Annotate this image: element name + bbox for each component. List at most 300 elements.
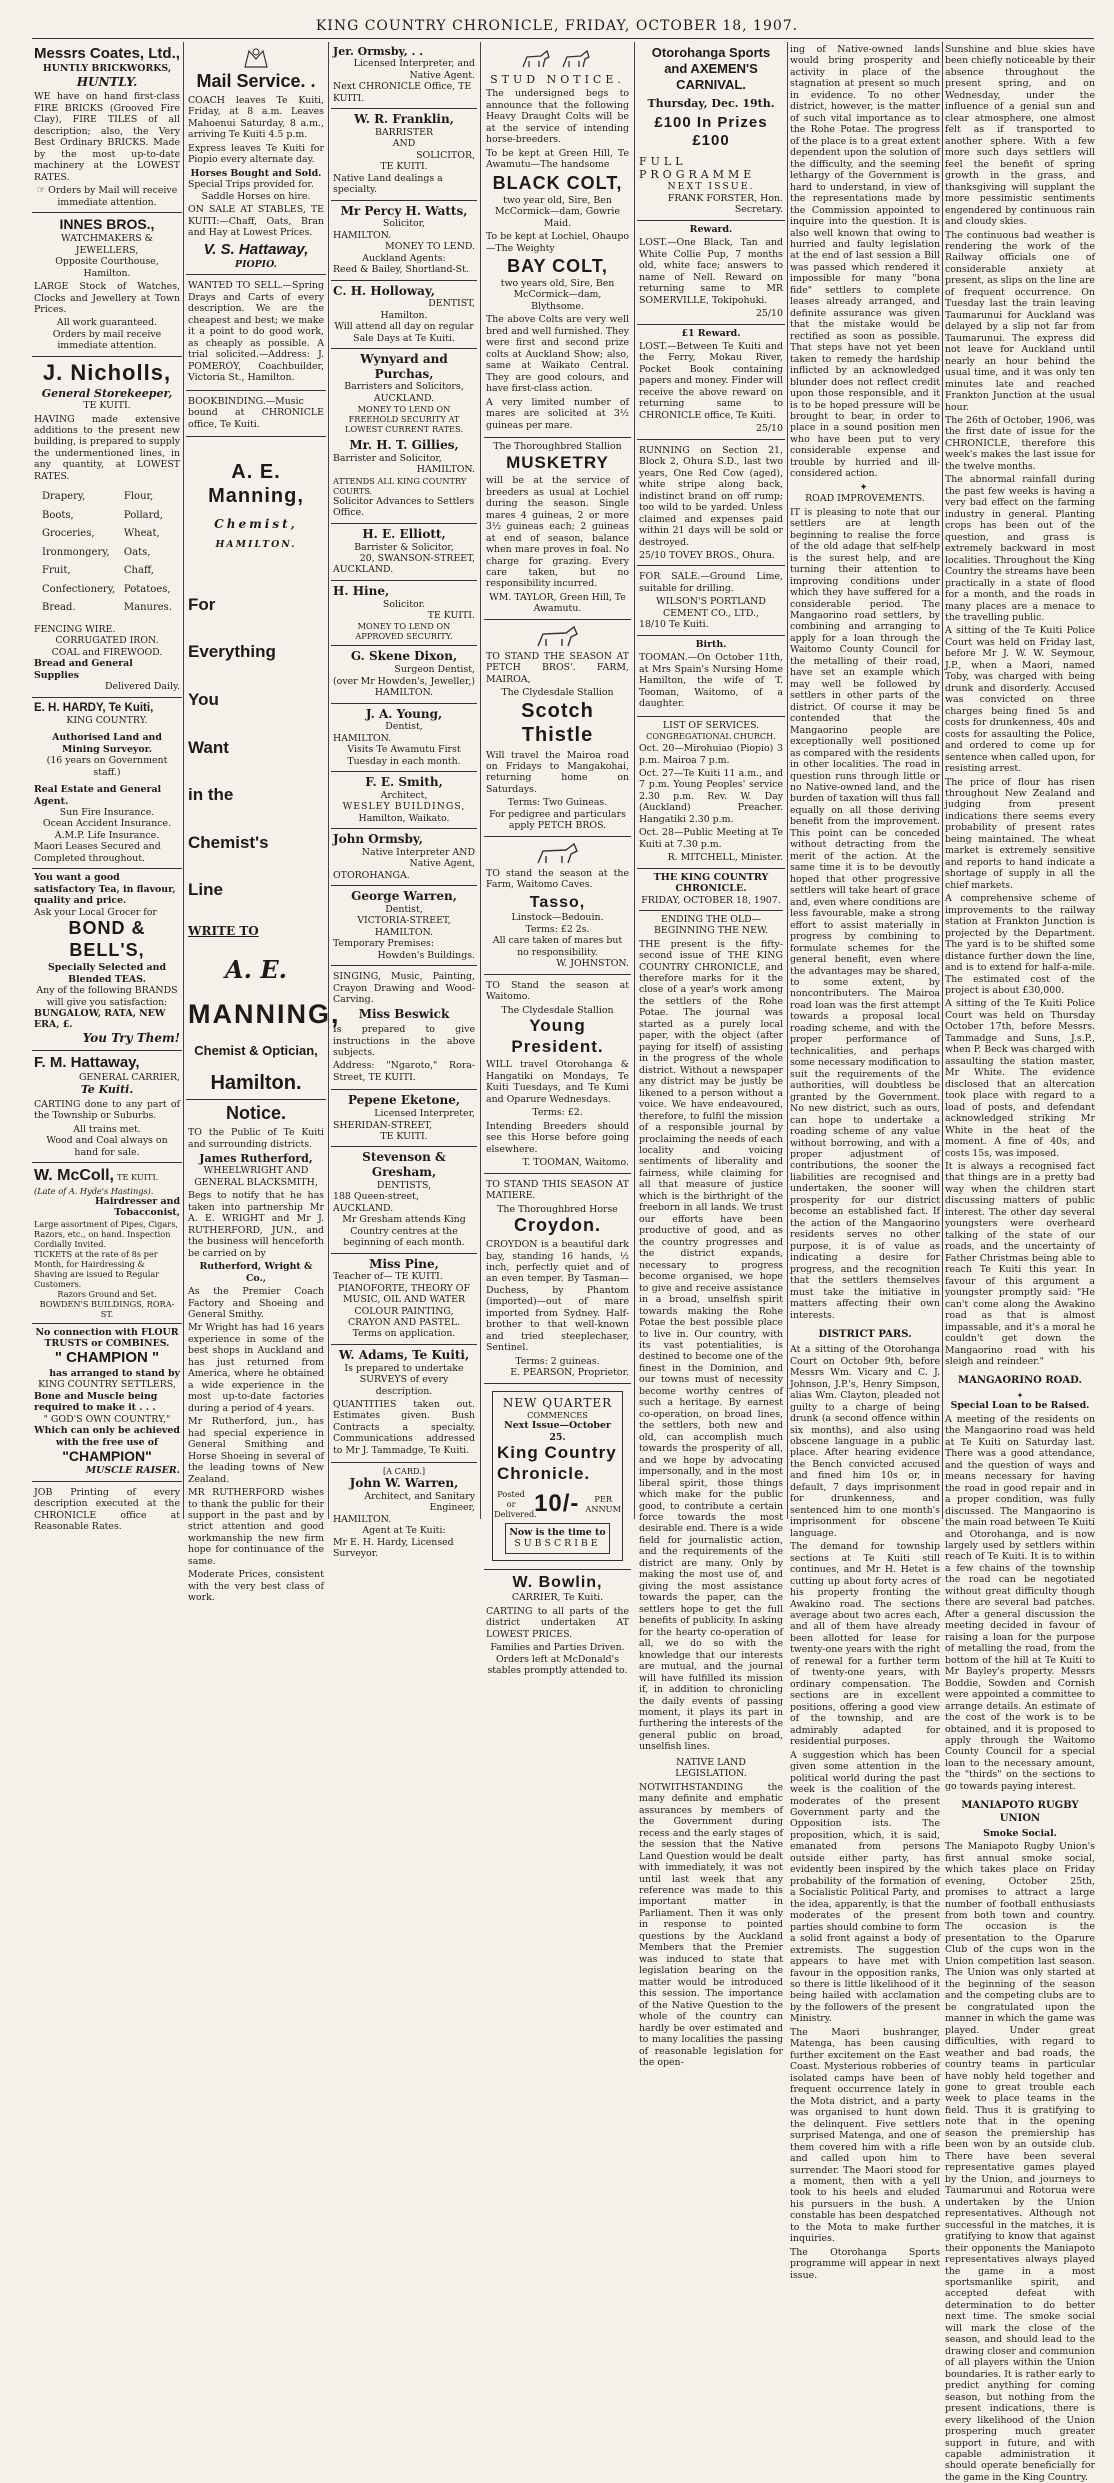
ad-note: Temporary Premises: xyxy=(333,938,434,950)
ad-body: LARGE Stock of Watches, Clocks and Jewellery at Town Prices. xyxy=(34,281,180,315)
ad-lead: Ask your Local Grocer for xyxy=(34,906,157,918)
ad-tasso xyxy=(484,837,631,975)
ad-brands: BUNGALOW, RATA, NEW ERA, £. xyxy=(34,1007,166,1031)
ad-place: Hamilton, Waikato. xyxy=(358,812,450,824)
ad-subtitle: WATCHMAKERS & JEWELLERS, xyxy=(60,233,154,256)
ad-title: C. H. Holloway, xyxy=(333,283,435,298)
ad-otorohanga-sports xyxy=(637,42,785,221)
ad-title: A. E. Manning, xyxy=(208,460,304,508)
ad-watts xyxy=(331,201,477,281)
ad-title: W. Adams, Te Kuiti, xyxy=(338,1347,470,1362)
ad-wynyard xyxy=(331,349,477,524)
ad-title: Jer. Ormsby, . . xyxy=(333,45,424,58)
ad-title: Notice. xyxy=(225,1103,286,1124)
ad-note: (16 years on Government staff.) xyxy=(46,755,168,778)
box-line: COMMENCES xyxy=(527,1410,588,1421)
ad-title: " CHAMPION " xyxy=(54,1349,160,1367)
coal-line: COAL and FIREWOOD. xyxy=(51,646,163,658)
service-item: Oct. 20—Mirohuiao (Piopio) 3 p.m. Mairoa 7 p.m. xyxy=(639,743,783,766)
ad-title: Croydon. xyxy=(514,1215,601,1236)
chemist-optician: Chemist & Optician, xyxy=(194,1042,318,1058)
ad-manning xyxy=(186,437,341,1100)
ad-title: J. A. Young, xyxy=(365,706,443,721)
ad-title: Reward. xyxy=(689,223,733,235)
article-headline: ENDING THE OLD—BEGINNING THE NEW. xyxy=(654,913,768,937)
column-divider xyxy=(787,42,788,1519)
ad-role: Dentist, xyxy=(385,721,423,733)
column-divider xyxy=(942,42,943,1519)
ad-signature: W. JOHNSTON. xyxy=(556,958,629,970)
ad-mail-service xyxy=(186,42,326,275)
column-6 xyxy=(790,42,940,2281)
goods-item: Potatoes, xyxy=(123,583,171,595)
column-1 xyxy=(32,42,182,1532)
article-body: A suggestion which has been given some attention in the political world during the past week is the coalition of the moderates of the present Government party and the Opposition ists. The proposition, which, it is said, emanated from persons outside either party, has evidently been inspired by the probability of the formation of a Socialistic Political Party, and the idea, apparently, is that the moderates of the present parties should combine to form a solid front against a body of extremists. The suggestion appears to have met with favour in the opposition ranks, so there is little likelihood of it being hailed with acclamation by the followers of the present Ministry. xyxy=(790,1749,940,2025)
ad-place: TE KUITI. xyxy=(116,1172,159,1183)
article-body: The price of flour has risen throughout New Zealand and judging from present indications there seems every probability of present rates being maintained. The wheat market is extremely sensitive and reports to hand indicate a shortage of supply in all the chief markets. xyxy=(945,776,1095,891)
article-body: ing of Native-owned lands would bring prosperity and activity in place of the stagnation at present so much in evidence. To no other district, however, is the matter of such vital importance as to the Rohe Potae. The progress of the place is to a great extent dependent upon the solution of the difficulty, and the seeming lethargy of the Government is hard to understand, in view of the representations made by the Commission appointed to inquire into the question. It is also well known that owing to hurried and faulty legislation at the end of last session a Bill was passed which rendered it impossible for many "bona fide" settlers to complete leases already arranged, and definite assurance was given that the mistake would be rectified as soon as possible. That steps have not yet been taken to remedy the hardship inflicted by an acknowledged blunder does not reflect credit upon those responsible, and it is to be hoped pressure will be brought to bear, in order to place in a sound position men who have been put to very considerable expense and trouble by hurried and ill-considered action. xyxy=(790,44,940,480)
ad-subtitle: Rutherford, Wright & Co., xyxy=(199,1261,313,1284)
goods-item: Fruit, xyxy=(42,565,71,577)
ad-body: Any of the following BRANDS will give you satisfaction: xyxy=(36,985,178,1008)
ad-young-president xyxy=(484,975,631,1174)
ad-role: Barrister & Solicitor, xyxy=(354,541,454,553)
article-body: The demand for township sections at Te Kuiti still continues, and Mr H. Hetet is cutting up about forty acres of his property fronting the Awakino road. The sections average about two acres each, and all of them have already been allotted for lease for twenty-one years with the right of renewal for a further term of twenty-one years, with ordinary compensation. The sections are in excellent positions, offering a good view of the township, and are admirably adapted for residential purposes. xyxy=(790,1541,940,1748)
ad-role: Solicitor, xyxy=(382,218,426,230)
ad-date: Thursday, Dec. 19th. xyxy=(647,96,775,110)
ad-role: WHEELWRIGHT AND GENERAL BLACKSMITH, xyxy=(194,1165,318,1188)
ad-place: KING COUNTRY. xyxy=(66,714,148,726)
article-body: Sunshine and blue skies have been chiefly noticeable by their absence throughout the present spring, and on Wednesday, under the influence of a genial sun and clear atmosphere, one almost felt as if transported to another sphere. With a few more such days settlers will feel the benefit of spring growth in the grass, and thanksgiving will supplant the more pessimistic sentiments engendered by continuous rain and cloudy skies. xyxy=(945,44,1095,228)
ad-title: BAY COLT, xyxy=(507,255,608,276)
notice-birth xyxy=(637,636,785,717)
ad-role: Licensed Interpreter, and Native Agent. xyxy=(353,58,475,81)
ad-line: Bone and Muscle being required to make it . . . xyxy=(34,1390,158,1414)
ad-coates xyxy=(32,42,182,213)
ad-address: Next CHRONICLE Office, TE KUITI. xyxy=(333,81,472,104)
now-box xyxy=(505,1523,610,1554)
slogan-line: Everything xyxy=(188,642,276,662)
ad-line: NEXT ISSUE. xyxy=(667,181,755,193)
ad-warren xyxy=(331,886,477,966)
article-body: The abnormal rainfall during the past few weeks is having a very bad effect on the farming industry in general. Planting crops has been out of the question, and grass is extremely backward in most localities. Throughout the King Country the streams have been practically in a state of flood for a month, and the roads in many places are a menace to the travelling public. xyxy=(945,474,1095,623)
ad-note: Solicitor Advances to Settlers Office. xyxy=(333,495,475,519)
posted-label: Posted or Delivered. xyxy=(494,1488,537,1519)
article-body: IT is pleasing to note that our settlers are at length beginning to realise the force of the old adage that self-help is the surest help, and are turning their attention to improving conditions under which they have suffered for a considerable period. The Mangaorino road settlers, by combining and arranging to apply for a loan through the Waitomo County Council for the metalling of their road, have set an example which may well be followed by settlers in other parts of the district. Of course it may be contended that the Mangaorino people are exceptionally well positioned as compared with the residents in other localities. The road in question runs through little or no Native-owned land, and the burden of taxation will thus fall equally on all those deriving benefit from the improvement. This point can be conceded without detracting from the merit of the action. At the same time it is to be devoutly hoped that other progressive settlers will take heart of grace and, even where conditions are less favourable, make a strong effort to assist materially in progress by combining to formulate schemes for the general benefit, even where the advantages may be shared, to some extent, by noncontributers. The Mairoa road loan was the first attempt towards a proposal local roading scheme, and with the proper performance of technicalities, and perhaps some necessary modification to suit the requirements of the authorities, will doubtless be granted by the Government. No new district, such as ours, can hope to undertake a roading scheme of any value without borrowing, and with a proper adjustment of contributions, the sooner the liabilities are recognised and undertaken, the sooner will prosperity for our district become an established fact. If the action of the Mangaorino residents serves no other purpose, it is of value as indicating a desire for progress, and the recognition that the settlers themselves must take the initiative in matters affecting their own interests. xyxy=(790,506,940,1321)
article-body: A comprehensive scheme of improvements to the railway station at Frankton Junction is projected by the Department. The yard is to be shifted some distance further down the line, and is to extend for half-a-mile. The estimated cost of the project is about £30,000. xyxy=(945,893,1095,996)
ad-role: CARRIER, Te Kuiti. xyxy=(511,1592,604,1604)
ad-note: Auckland Agents: xyxy=(362,252,446,264)
slogan-line: Want xyxy=(188,737,229,757)
ad-body: LOST.—Between Te Kuiti and the Ferry, Mokau River, Pocket Book containing papers and money. Finder will receive the above reward on returning same to CHRONICLE office, Te Kuiti. xyxy=(639,341,783,421)
ad-body: two year old, Sire, Ben McCormick—dam, Gowrie Maid. xyxy=(495,194,620,229)
ad-role: Teacher of— TE KUITI. xyxy=(333,1271,443,1283)
article-body: The 26th of October, 1906, was the first date of issue for the CHRONICLE, therefore this week's makes the last issue for the twelve months. xyxy=(945,415,1095,472)
ad-address: (over Mr Howden's, Jeweller,) xyxy=(333,675,475,687)
article-headline: NATIVE LAND LEGISLATION. xyxy=(675,1756,747,1780)
ad-note: Mr E. H. Hardy, Licensed Surveyor. xyxy=(333,1536,454,1560)
horses-icon xyxy=(513,47,603,71)
slogan-line: You xyxy=(188,690,219,710)
ad-signature: E. PEARSON, Proprietor. xyxy=(510,1367,629,1379)
ad-body: Is prepared to undertake SURVEYS of every description. xyxy=(344,1362,464,1397)
ad-note: Ocean Accident Insurance. xyxy=(42,818,172,830)
ad-body: As the Premier Coach Factory and Shoeing and General Smithy. xyxy=(188,1286,324,1320)
column-5 xyxy=(637,42,785,2069)
ad-body: Mr Rutherford, jun., has had special experience in General Smithing and Horse Shoeing in several of the leading towns of New Zealand. xyxy=(188,1416,324,1485)
ad-title: J. Nicholls, xyxy=(42,359,172,385)
ad-place: Hamilton. xyxy=(380,309,428,321)
ad-role: Authorised Land and Mining Surveyor. xyxy=(52,732,162,755)
ad-croydon xyxy=(484,1174,631,1384)
editorial xyxy=(637,869,785,2075)
box-line: Next Issue—October 25. xyxy=(504,1420,611,1443)
ad-subtitle: GENERAL CARRIER, xyxy=(78,1071,180,1083)
goods-item: Groceries, xyxy=(42,528,95,540)
ad-place: AUCKLAND. xyxy=(333,564,394,576)
ad-body: PIANOFORTE, THEORY OF MUSIC, OIL AND WATER COLOUR PAINTING, CRAYON AND PASTEL. xyxy=(338,1282,470,1328)
ad-role: Surgeon Dentist, xyxy=(394,664,475,676)
article-body: The Maori bushranger, Matenga, has been causing further excitement on the East Coast. Mysterious robberies of isolated camps have been of frequent occurrence lately in the Mota district, and a party was organised to hunt down the delinquent. Five settlers surprised Matenga, and one of them covered him with a rifle and called upon him to surrender. The Maori stood for a moment, then with a yell took to his heels and eluded his pursuers in the bush. A constable has been despatched to the Mota to make further inquiries. xyxy=(790,2026,940,2245)
ad-title: Mr Percy H. Watts, xyxy=(340,203,468,218)
ad-title: Otorohanga Sports and AXEMEN'S CARNIVAL. xyxy=(651,45,771,92)
article-body: At a sitting of the Otorohanga Court on October 9th, before Messrs Wm. Vicary and C. J. Johnson, J.P.'s, Henry Simpson, alias Wm. Clayton, pleaded not guilty to a charge of being drunk (a second offence within six months), and also using obscene language in a public place. After hearing evidence the Bench convicted accused and fined him 10s or, in default, 7 days imprisonment for drunkenness, and sentenced him to one month's imprisonment for obscene language. xyxy=(790,1344,940,1539)
service-item: Oct. 28—Public Meeting at Te Kuiti at 7.30 p.m. xyxy=(639,827,783,850)
ad-title: Mr. H. T. Gillies, xyxy=(349,438,459,453)
ad-lead: No connection with FLOUR TRUSTS or COMBINES. xyxy=(35,1326,179,1349)
separator: ✦ xyxy=(1016,1390,1024,1400)
ad-body: WILL travel Otorohanga & Hangatiki on Mondays, Te Kuiti Tuesdays, and Te Kumi and Oparure Wednesdays. xyxy=(486,1059,629,1105)
manning-name: MANNING, xyxy=(188,998,341,1029)
ad-body: Express leaves Te Kuiti for Piopio every alternate day. xyxy=(188,142,324,166)
article-body: The Maniapoto Rugby Union's first annual smoke social, which takes place on Friday evening, October 25th, promises to attract a large number of football enthusiasts from both town and country. The occasion is the presentation to the Oparure Club of the cups won in the Union competition last season. The Union was only started at the beginning of the season and the competing clubs are to be congratulated upon the manner in which the game was played. Under great difficulties, with regard to weather and bad roads, the country teams in particular have nobly held together and gone to great trouble each week to place teams in the field. Thus it is gratifying to note that in the opening season the premiership has been won by an outside club. There have been several representative games played by the Union, and journeys to Taumarunui and Rotorua were undertaken by the Union representatives. Although not successful in the matches, it is gratifying to know that against their opponents the Maniapoto representatives always played the game in a most sportsmanlike spirit, and accepted defeat with determination to do better next time. The smoke social will mark the close of the season, and should lead to the drawing closer and communion of all players within the Union boundaries. It is rather early to predict anything for coming season, but nothing from the present indications, there is every likelihood of the Union prospering much greater support in future, and with capable administration it should operate beneficially for the game in the King Country. xyxy=(945,1841,1095,2483)
ad-place: HAMILTON. xyxy=(333,1513,392,1525)
ad-subtitle: HUNTLY BRICKWORKS, xyxy=(42,63,172,75)
horse-icon xyxy=(528,625,588,649)
ad-role: Architect, and Sanitary Engineer, xyxy=(364,1490,475,1514)
ad-signature: WM. TAYLOR, Green Hill, Te Awamutu. xyxy=(489,591,626,615)
ad-place: TE KUITI. xyxy=(380,161,428,173)
ad-title: Messrs Coates, Ltd., xyxy=(34,45,180,62)
goods-item: Wheat, xyxy=(123,528,160,540)
ad-body: To be kept at Lochiel, Ohaupo—The Weighty xyxy=(486,231,629,254)
box-title: NEW QUARTER xyxy=(502,1395,613,1410)
ad-note: Orders left at McDonald's stables promptly attended to. xyxy=(487,1653,628,1676)
ad-body: MONEY TO LEND ON APPROVED SECURITY. xyxy=(355,621,453,642)
ad-body: JOB Printing of every description executed at the CHRONICLE office at Reasonable Rates. xyxy=(34,1486,180,1532)
goods-item: Pollard, xyxy=(123,509,163,521)
slogan-line: Line xyxy=(188,880,223,900)
ad-title: G. Skene Dixon, xyxy=(350,649,458,664)
ad-place: Hamilton. xyxy=(210,1071,302,1094)
ad-body: WE have on hand first-class FIRE BRICKS (Grooved Fire Clay), FIRE TILES of all description; also, the Very Best Ordinary BRICKS. Made by the most up-to-date machinery at the LOWEST RATES. xyxy=(34,91,180,183)
article-headline: MANGAORINO ROAD. xyxy=(958,1375,1082,1387)
ad-note: Howden's Buildings. xyxy=(377,949,475,961)
ad-title: £1 Reward. xyxy=(681,327,741,339)
column-4 xyxy=(484,42,631,1676)
box-paper-name: Chronicle. xyxy=(497,1463,591,1483)
ad-holloway xyxy=(331,281,477,350)
ad-title: MUSKETRY xyxy=(506,452,609,472)
ad-address: Opposite Courthouse, Hamilton. xyxy=(55,256,159,279)
article-body: The continuous bad weather is rendering the work of the Railway officials one of considerable anxiety at present, as slips on the line are of frequent occurrence. On Tuesday last the train leaving Taumarunui for Auckland was delayed by a slip not far from Taumarunui. The express did not leave for Auckland until nearly an hour behind the usual time, and it was only ten minutes late and reached Frankton Junction at the usual hour. xyxy=(945,229,1095,413)
ad-john-ormsby xyxy=(331,829,477,886)
ad-title: Wynyard and Purchas, xyxy=(360,352,448,381)
column-2 xyxy=(186,42,341,1604)
ad-body: Large assortment of Pipes, Cigars, Razors, etc., on hand. Inspection Cordially Invited. xyxy=(34,1218,179,1249)
ad-body: RUNNING on Section 21, Block 2, Ohura S.D., last two years, One Red Cow (aged), white stripe along back, indistinct brand on off rump; too wild to be yarded. Unless claimed and expenses paid within 21 days will be sold or destroyed. xyxy=(639,444,783,548)
ad-mccoll xyxy=(32,1163,182,1323)
ad-note: Wood and Coal always on hand for sale. xyxy=(46,1135,168,1158)
ad-note: Terms: £2 2s. xyxy=(525,923,590,935)
column-divider xyxy=(634,42,635,1519)
article-body: A sitting of the Te Kuiti Police Court was held on Thursday October 17th, before Messrs. Tammadge and Suns, J.s.P., when P. Beck was charged with assaulting the station master, Mr White. The evidence disclosed that an altercation took place with regard to a load of posts, and defendant acknowledged striking Mr White in the heat of the moment. A fine of 40s, and costs 15s, was imposed. xyxy=(945,998,1095,1159)
goods-list xyxy=(34,488,180,618)
goods-left xyxy=(42,488,115,618)
ad-lead: The Thoroughbred Stallion xyxy=(493,441,622,453)
ad-title: BLACK COLT, xyxy=(492,172,623,193)
ad-role: Real Estate and General Agent. xyxy=(34,784,162,807)
ad-lead: You want a good satisfactory Tea, in flavour, quality and price. xyxy=(34,872,176,907)
ad-note: Razors Ground and Set. xyxy=(57,1288,157,1299)
ad-note: Special Trips provided for. xyxy=(188,179,314,191)
notice-body: TOOMAN.—On October 11th, at Mrs Spain's Nursing Home Hamilton, the wife of T. Tooman, Waitomo, of a daughter. xyxy=(639,652,783,710)
ad-adams xyxy=(331,1345,477,1463)
subscribe-box xyxy=(492,1391,623,1561)
ad-bowlin xyxy=(484,1570,631,1681)
ad-body: The above Colts are very well bred and well furnished. They were first and second prize colts at Auckland Show; also, same at Waikato Central. They are good colours, and have first-class action. xyxy=(486,314,629,395)
ad-role: Solicitor. xyxy=(382,598,426,610)
ad-title: F. E. Smith, xyxy=(365,775,443,789)
ad-dixon xyxy=(331,646,477,703)
ad-place: HAMILTON. xyxy=(333,732,392,744)
goods-item: Ironmongery, xyxy=(42,546,110,558)
per-annum: PER ANNUM xyxy=(585,1493,621,1514)
ad-title: V. S. Hattaway, xyxy=(203,240,309,258)
ad-notice xyxy=(186,1100,326,1610)
article-headline: MANIAPOTO RUGBY UNION xyxy=(961,1800,1079,1824)
ad-subtitle: WILSON'S PORTLAND CEMENT CO., LTD., xyxy=(656,596,766,619)
ad-lead: The Thoroughbred Horse xyxy=(497,1203,618,1215)
ad-note xyxy=(34,185,180,208)
ad-eketone xyxy=(331,1090,477,1147)
price-row xyxy=(494,1488,621,1519)
article-body: A sitting of the Te Kuiti Police Court was held on Friday last, before Mr J. W. W. Seymour, J.P., when a Maori, named Toby, was charged with being drunk and disorderly. Accused was convicted on three charges being fined 5s and costs for drunkenness, 40s and costs for assaulting the Police, and ordered to come up for sentence when called upon, for resisting arrest. xyxy=(945,625,1095,775)
pointing-hand-icon: ☞ xyxy=(36,185,46,197)
ad-note: A.M.P. Life Insurance. xyxy=(54,829,160,841)
ad-body: HAVING made extensive additions to the present new building, is prepared to supply the undermentioned lines, in any quantity, at LOWEST RATES. xyxy=(34,413,180,482)
box-line: SUBSCRIBE xyxy=(514,1538,601,1550)
horse-icon xyxy=(528,842,588,866)
ad-title: Miss Beswick xyxy=(358,1007,450,1022)
ad-slogan: You Try Them! xyxy=(82,1030,180,1045)
article-body: It is always a recognised fact that things are in a pretty bad way when the children start discussing matters of public interest. The other day several youngsters were overheard talking of the state of our roads, and the uncertainty of Father Christmas being able to reach Te Kuiti this year. In favour of this argument a youngster promptly said: "He can't come along the Awakino road as that is almost impassable, and it's a moral he couldn't get down the Mangaorino road with his sleigh and reindeer." xyxy=(945,1161,1095,1367)
ad-beswick xyxy=(331,966,477,1090)
ad-note: ATTENDS ALL KING COUNTRY COURTS. xyxy=(333,475,467,496)
ad-title: W. R. Franklin, xyxy=(354,112,454,127)
ad-body: CARTING done to any part of the Township or Suburbs. xyxy=(34,1098,180,1122)
ad-place: PIOPIO. xyxy=(235,258,277,270)
ad-place: TE KUITI. xyxy=(380,1130,428,1142)
slogan-line: in the xyxy=(188,785,234,805)
ad-lead: TO Stand the season at Waitomo. xyxy=(486,979,629,1003)
goods-item: Flour, xyxy=(123,491,154,503)
ad-body: Moderate Prices, consistent with the very best class of work. xyxy=(188,1569,324,1604)
ad-title: BOND & BELL'S, xyxy=(68,918,146,961)
ad-note: Saddle Horses on hire. xyxy=(201,190,311,202)
ad-body: Native Land dealings a specialty. xyxy=(333,172,443,196)
notice-title: Birth. xyxy=(695,638,727,650)
ad-ref: 25/10 xyxy=(755,308,783,320)
article-headline: DISTRICT PARS. xyxy=(818,1329,912,1341)
ad-body: FOR SALE.—Ground Lime, suitable for drilling. xyxy=(639,571,783,594)
ad-lead: TO STAND THE SEASON AT PETCH BROS'. FARM, MAIROA, xyxy=(486,650,629,685)
column-7 xyxy=(945,42,1095,2483)
ad-role: Architect, xyxy=(380,789,428,801)
ad-bookbinding xyxy=(186,391,326,437)
goods-item: Boots, xyxy=(42,509,74,521)
article-body: The Otorohanga Sports programme will appear in next issue. xyxy=(790,2246,940,2281)
ad-body: two years old, Sire, Ben McCormick—dam, Blythsome. xyxy=(500,277,615,312)
ad-body: WANTED TO SELL.—Spring Drays and Carts of every description. We are the cheapest and best; we make it a point to do good work, as cheaply as possible. A trial solicited.—Address: J. POMEROY, Coachbuilder, Victoria St., Hamilton. xyxy=(188,280,324,384)
slogan-line: Chemist's xyxy=(188,832,269,852)
ad-subtitle: Hairdresser and Tobacconist, xyxy=(94,1195,180,1219)
notice-subtitle: CONGREGATIONAL CHURCH. xyxy=(646,731,776,742)
ad-ref: 25/10 xyxy=(755,423,783,435)
ad-title: Mail Service. . xyxy=(196,71,316,91)
ad-body: SINGING, Music, Painting, Crayon Drawing and Wood-Carving. xyxy=(333,971,475,1005)
ad-role: Barristers and Solicitors, AUCKLAND. xyxy=(344,381,464,404)
ad-note: Maori Leases Secured and Completed throughout. xyxy=(34,841,161,864)
ad-title: INNES BROS., xyxy=(59,216,155,233)
ad-address: 188 Queen-street, AUCKLAND. xyxy=(333,1191,419,1214)
ad-address: BOWDEN'S BUILDINGS, RORA-ST. xyxy=(39,1298,175,1319)
ad-body: CARTING to all parts of the district undertaken AT LOWEST PRICES. xyxy=(486,1605,629,1640)
ad-title: Stevenson & Gresham, xyxy=(362,1150,446,1180)
goods-item: Manures. xyxy=(123,602,172,614)
editorial-date: FRIDAY, OCTOBER 18, 1907. xyxy=(639,895,783,910)
ad-fm-hattaway xyxy=(32,1051,182,1164)
article-body: A meeting of the residents on the Mangaorino road was held at Te Kuiti on Saturday last. There was a good attendance, and the question of ways and means necessary for having the road in good repair and in a proper condition, was fully discussed. The Mangaorino is the main road between Te Kuiti and Otorohanga, and is now largely used by settlers within reach of Te Kuiti. It is to within a few chains of the township the road can be negotiated without great difficulty though there are several bad patches. After a general discussion the meeting decided in favour of raising a loan for the purpose of metalling the road, from the bottom of the hill at Te Kuiti to Mr Bayley's property. Messrs Boddie, Sowden and Cornish were appointed a committee to arrange details. An estimate of the cost of the work is to be obtained, and it is proposed to apply through the Waitomo County Council for a special loan to the necessary amount, the "thirds" on the sections to go towards paying interest. xyxy=(945,1413,1095,1792)
ad-innes xyxy=(32,213,182,357)
ad-slogan: MUSCLE RAISER. xyxy=(85,1465,180,1477)
ad-bond-bell xyxy=(32,869,182,1050)
ad-lead: TO STAND THIS SEASON AT MATIERE. xyxy=(486,1178,629,1202)
ad-subtitle: Specially Selected and Blended TEAS. xyxy=(48,962,166,985)
masthead: KING COUNTRY CHRONICLE, FRIDAY, OCTOBER 18, 1907. xyxy=(315,18,799,34)
ad-role: BARRISTER xyxy=(374,126,434,138)
ad-body: BOOKBINDING.—Music bound at CHRONICLE office, Te Kuiti. xyxy=(188,395,324,430)
ad-lead: The Clydesdale Stallion xyxy=(501,687,614,699)
ad-reward-pocketbook xyxy=(637,325,785,440)
ad-champion xyxy=(32,1324,182,1482)
ad-note: Families and Parties Driven. xyxy=(490,1642,625,1654)
ad-title: Young President. xyxy=(511,1016,604,1056)
ad-body: Will attend all day on regular Sale Days at Te Kuiti. xyxy=(334,321,474,344)
coat-of-arms-icon xyxy=(239,47,273,69)
ad-subtitle: Chemist, xyxy=(214,516,298,531)
ad-body: COACH leaves Te Kuiti, Friday, at 8 a.m. Leaves Mahoenui Saturday, 8 a.m., arriving Te Kuiti 4.5 p.m. xyxy=(188,94,324,141)
ad-note: Terms on application. xyxy=(352,1328,456,1340)
ad-title: Tasso, xyxy=(529,893,586,911)
fencing-line: FENCING WIRE. xyxy=(34,623,116,635)
ad-address: WESLEY BUILDINGS, xyxy=(342,801,466,813)
ad-nicholls xyxy=(32,357,182,698)
ad-note: Terms: Two Guineas. xyxy=(507,797,608,809)
article-body: THE present is the fifty-second issue of THE KING COUNTRY CHRONICLE, and therefore marks for it the close of a year's work among the settlers of the Rohe Potae. The journal was started as a purely local paper, with the object (after paying for itself) of assisting in the progress of the whole district. Without a newspaper any district may be justly be likened to a person without a voice. We have endeavoured, therefore, to fulfil the mission of a responsible journal by proclaiming the needs of each locality and voicing sentiments of liberality and fairness, while claiming for all that measure of justice which is the birthright of the freeborn in all lands. We trust our efforts have been productive of good, and as the country progresses and the district expands, necessary to progress become organised, we hope to give and receive assistance in a broad, unselfish spirit towards making the Rohe Potae the best possible place to live in. Our country, with its vast potentialities, is destined to become one of the finest in the Dominion, and our towns must of necessity become worthy centres of such a heritage. By earnest co-operation, on broad lines, the settlers, both new and old, can accomplish much towards the prosperity of all, and we hope by advocating impersonally, and in the most liberal spirit, those things which make for the public good, to contribute a certain force towards the most desirable end. There is a wide field for journalistic action, and the requirements of the district are many. Only by making the most use of, and giving the most assistance towards the paper, can the settlers hope to get the full benefits of publicity. In asking for the hearty co-operation of all, we do so with the knowledge that our interests are mutual, and the journal will have fulfilled its mission if, in addition to chronicling the daily events of passing moment, it plays its part in furthering the interests of the general public on broad, unselfish lines. xyxy=(639,938,783,1753)
ad-role: Licensed Interpreter, xyxy=(374,1108,475,1120)
ad-subtitle: James Rutherford, xyxy=(199,1151,313,1165)
ad-body: A very limited number of mares are solicited at 3½ guineas per mare. xyxy=(486,396,629,431)
ad-title: H. Hine, xyxy=(333,583,390,598)
ad-place: HAMILTON. xyxy=(374,687,434,699)
ad-reward-collie xyxy=(637,221,785,325)
ad-label: [A CARD.] xyxy=(382,1466,426,1477)
goods-item: Confectionery, xyxy=(42,583,116,595)
ad-young xyxy=(331,704,477,773)
notice-services xyxy=(637,717,785,869)
ad-place: HAMILTON. xyxy=(416,464,475,476)
ad-place: TE KUITI. xyxy=(427,610,475,621)
ad-line: FULL PROGRAMME xyxy=(639,154,756,181)
ad-title: E. H. HARDY, Te Kuiti, xyxy=(34,701,154,714)
write-to: WRITE TO xyxy=(188,924,259,938)
ad-franklin xyxy=(331,109,477,200)
notice-signature: R. MITCHELL, Minister. xyxy=(667,852,783,864)
for-everything-list xyxy=(188,581,324,914)
ad-title: W. McColl, xyxy=(34,1167,114,1185)
ad-signature: 25/10 TOVEY BROS., Ohura. xyxy=(639,549,776,561)
column-divider xyxy=(183,42,184,1519)
article-subhead: Special Loan to be Raised. xyxy=(950,1400,1090,1412)
ad-address: SHERIDAN-STREET, xyxy=(333,1119,433,1131)
ad-note: For pedigree and particulars apply PETCH BROS. xyxy=(489,808,626,832)
ad-prizes: £100 In Prizes £100 xyxy=(654,113,768,150)
ad-smith xyxy=(331,772,477,829)
ad-body: Is prepared to give instructions in the above subjects. xyxy=(333,1024,475,1058)
ad-ormsby xyxy=(331,42,477,109)
ad-body: MONEY TO LEND ON FREEHOLD SECURITY AT LOWEST CURRENT RATES. xyxy=(345,404,463,435)
ad-body: To be kept at Green Hill, Te Awamutu—The handsome xyxy=(486,147,629,171)
bread-line: Bread and General Supplies xyxy=(34,658,133,681)
ad-title: STUD NOTICE. xyxy=(490,73,625,86)
ad-jwarren xyxy=(331,1463,477,1563)
corrugated-line: CORRUGATED IRON. xyxy=(55,635,159,647)
ad-musketry xyxy=(484,438,631,620)
ad-lead: TO stand the season at the Farm, Waitomo Caves. xyxy=(486,867,629,891)
ad-note: MONEY TO LEND. xyxy=(385,241,475,253)
ad-lead: The Clydesdale Stallion xyxy=(501,1004,614,1016)
ad-body: MR RUTHERFORD wishes to thank the public for their support in the past and by strict attention and good workmanship the new firm hope for continuance of the same. xyxy=(188,1487,324,1567)
ad-signature: T. TOOMAN, Waitomo. xyxy=(522,1157,629,1169)
ad-body: Will travel the Mairoa road on Fridays to Mangakohai, returning home on Saturdays. xyxy=(486,749,629,795)
ad-role: DENTISTS, xyxy=(376,1179,432,1191)
ad-line: has arranged to stand by xyxy=(49,1367,180,1379)
ad-elliott xyxy=(331,524,477,581)
ad-subtitle: Horses Bought and Sold. xyxy=(190,167,322,179)
ad-body: Intending Breeders should see this Horse before going elsewhere. xyxy=(486,1120,629,1155)
ad-note: Sun Fire Insurance. xyxy=(59,806,155,818)
ad-title: Miss Pine, xyxy=(369,1256,439,1271)
ad-place: Te Kuiti. xyxy=(80,1083,134,1097)
ad-line: KING COUNTRY SETTLERS, xyxy=(38,1379,176,1391)
ad-job-printing xyxy=(32,1482,182,1539)
ad-stevenson xyxy=(331,1147,477,1253)
ad-title: W. Bowlin, xyxy=(512,1573,603,1591)
ad-body: All care taken of mares but no responsibility. xyxy=(492,935,623,958)
goods-item: Oats, xyxy=(123,546,151,558)
column-divider xyxy=(328,42,329,1519)
